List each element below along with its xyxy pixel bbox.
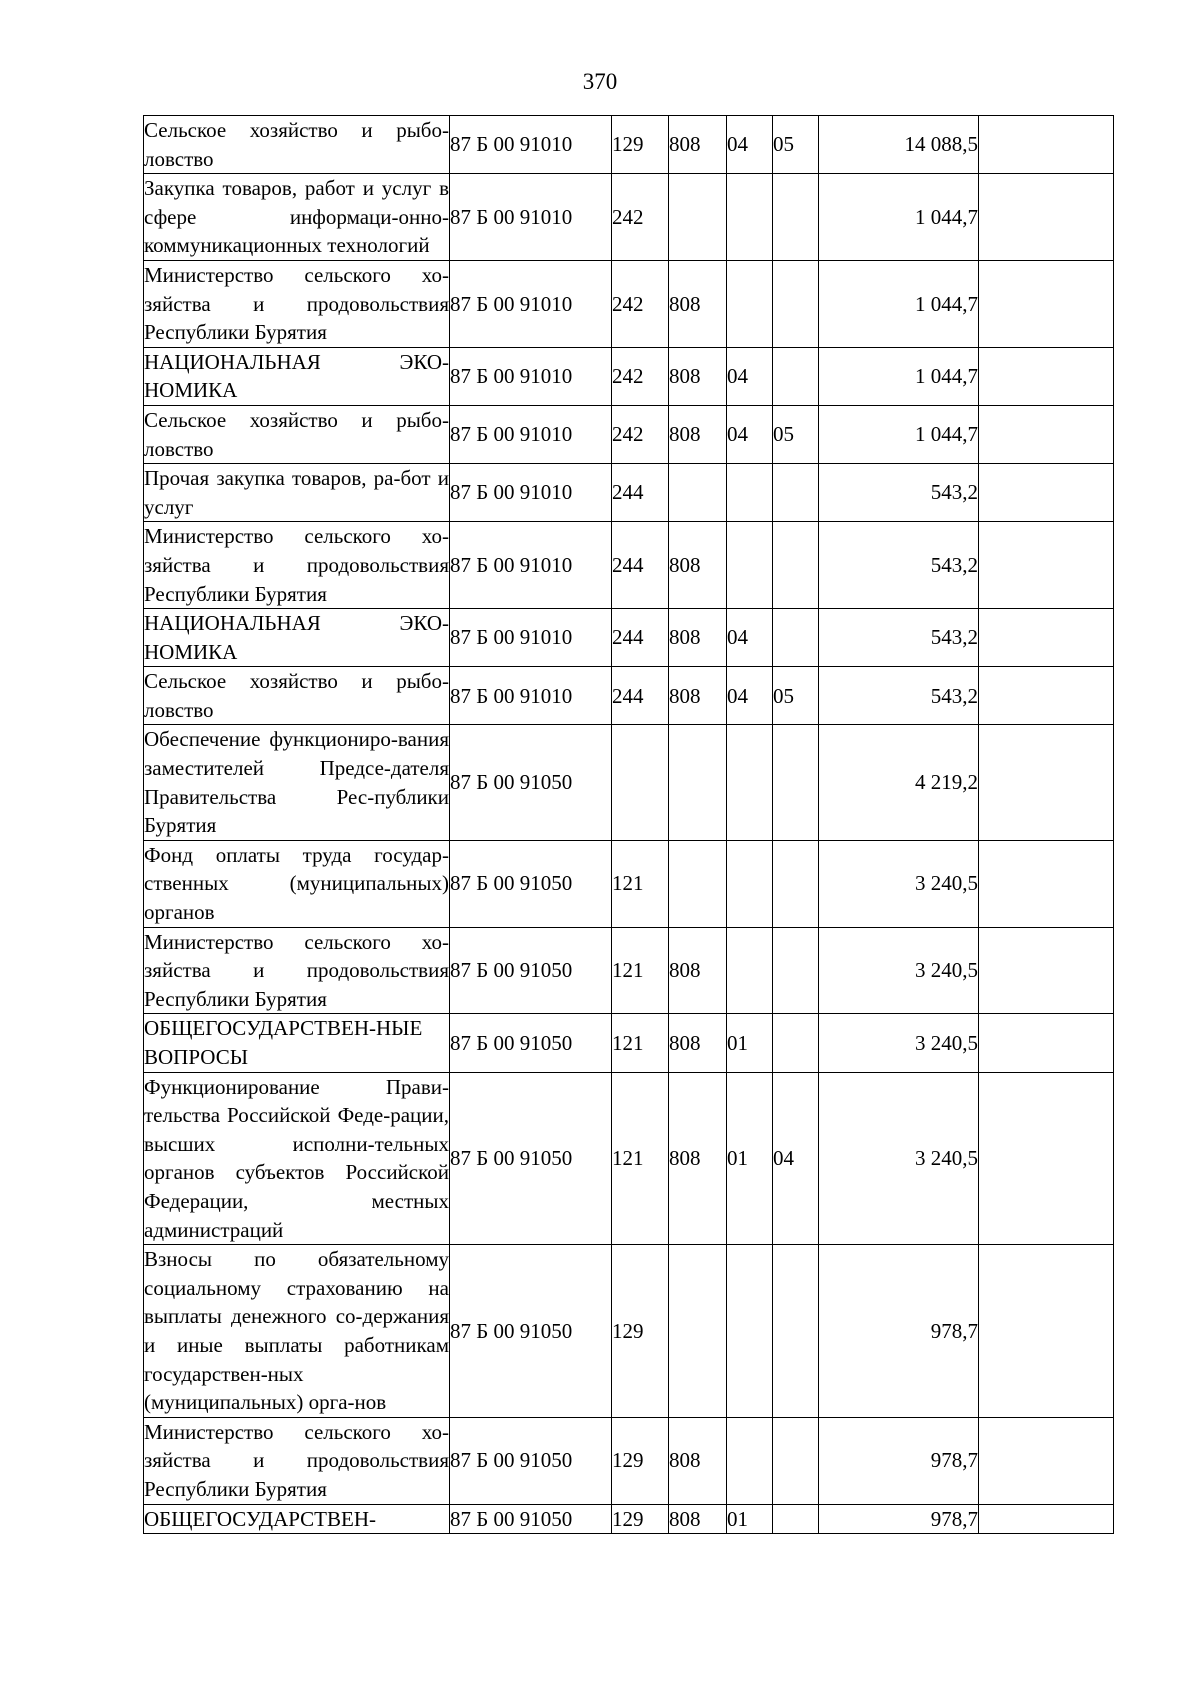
ministry-code-cell: 808 xyxy=(669,260,727,347)
section-code-cell: 01 xyxy=(727,1504,773,1534)
expense-type-cell: 121 xyxy=(612,1014,669,1072)
row-name-cell: Взносы по обязательному социальному страхованию на выплаты денежного со-держания и иные выплаты работникам государствен-ных (муниципальных) орга-нов xyxy=(144,1245,450,1418)
subsection-code-cell xyxy=(773,1504,819,1534)
section-code-cell: 01 xyxy=(727,1072,773,1245)
table-row xyxy=(144,609,1114,667)
amount-cell: 1 044,7 xyxy=(819,347,979,405)
empty-cell xyxy=(979,1014,1114,1072)
amount-cell: 3 240,5 xyxy=(819,1014,979,1072)
expense-type-cell: 244 xyxy=(612,667,669,725)
ministry-code-cell xyxy=(669,725,727,840)
target-article-cell: 87 Б 00 91050 xyxy=(450,1014,612,1072)
row-name-cell: Фонд оплаты труда государ-ственных (муниципальных) органов xyxy=(144,840,450,927)
subsection-code-cell xyxy=(773,927,819,1014)
target-article-cell: 87 Б 00 91050 xyxy=(450,1245,612,1418)
empty-cell xyxy=(979,927,1114,1014)
row-name-cell: ОБЩЕГОСУДАРСТВЕН- xyxy=(144,1504,450,1534)
row-name-cell: Прочая закупка товаров, ра-бот и услуг xyxy=(144,464,450,522)
amount-cell: 1 044,7 xyxy=(819,174,979,261)
subsection-code-cell xyxy=(773,725,819,840)
expense-type-cell: 121 xyxy=(612,927,669,1014)
ministry-code-cell: 808 xyxy=(669,1072,727,1245)
expense-type-cell: 121 xyxy=(612,840,669,927)
table-row xyxy=(144,840,1114,927)
table-row xyxy=(144,174,1114,261)
amount-cell: 3 240,5 xyxy=(819,840,979,927)
ministry-code-cell xyxy=(669,840,727,927)
amount-cell: 543,2 xyxy=(819,522,979,609)
subsection-code-cell xyxy=(773,1014,819,1072)
expense-type-cell: 242 xyxy=(612,174,669,261)
amount-cell: 14 088,5 xyxy=(819,116,979,174)
table-row xyxy=(144,260,1114,347)
ministry-code-cell xyxy=(669,464,727,522)
table-row xyxy=(144,522,1114,609)
row-name-cell: Функционирование Прави-тельства Российской Феде-рации, высших исполни-тельных органов субъектов Российской Федерации, местных администраций xyxy=(144,1072,450,1245)
page-number: 370 xyxy=(582,69,618,94)
target-article-cell: 87 Б 00 91010 xyxy=(450,174,612,261)
target-article-cell: 87 Б 00 91010 xyxy=(450,347,612,405)
section-code-cell: 04 xyxy=(727,116,773,174)
section-code-cell xyxy=(727,725,773,840)
budget-table-body xyxy=(144,116,1114,1534)
section-code-cell: 01 xyxy=(727,1014,773,1072)
target-article-cell: 87 Б 00 91050 xyxy=(450,840,612,927)
expense-type-cell: 242 xyxy=(612,347,669,405)
target-article-cell: 87 Б 00 91050 xyxy=(450,1417,612,1504)
empty-cell xyxy=(979,464,1114,522)
section-code-cell xyxy=(727,174,773,261)
subsection-code-cell xyxy=(773,260,819,347)
expense-type-cell: 129 xyxy=(612,116,669,174)
amount-cell: 543,2 xyxy=(819,609,979,667)
expense-type-cell: 244 xyxy=(612,609,669,667)
amount-cell: 978,7 xyxy=(819,1504,979,1534)
amount-cell: 978,7 xyxy=(819,1245,979,1418)
expense-type-cell: 121 xyxy=(612,1072,669,1245)
target-article-cell: 87 Б 00 91010 xyxy=(450,116,612,174)
amount-cell: 978,7 xyxy=(819,1417,979,1504)
expense-type-cell: 244 xyxy=(612,522,669,609)
target-article-cell: 87 Б 00 91050 xyxy=(450,725,612,840)
target-article-cell: 87 Б 00 91010 xyxy=(450,522,612,609)
budget-table xyxy=(143,115,1114,1534)
section-code-cell xyxy=(727,1417,773,1504)
subsection-code-cell xyxy=(773,609,819,667)
expense-type-cell: 242 xyxy=(612,405,669,463)
target-article-cell: 87 Б 00 91010 xyxy=(450,260,612,347)
empty-cell xyxy=(979,522,1114,609)
empty-cell xyxy=(979,174,1114,261)
row-name-cell: НАЦИОНАЛЬНАЯ ЭКО-НОМИКА xyxy=(144,609,450,667)
amount-cell: 543,2 xyxy=(819,667,979,725)
row-name-cell: Министерство сельского хо-зяйства и продовольствия Республики Бурятия xyxy=(144,1417,450,1504)
section-code-cell xyxy=(727,464,773,522)
table-row xyxy=(144,927,1114,1014)
ministry-code-cell: 808 xyxy=(669,116,727,174)
row-name-cell: Министерство сельского хо-зяйства и продовольствия Республики Бурятия xyxy=(144,927,450,1014)
table-row xyxy=(144,1072,1114,1245)
section-code-cell: 04 xyxy=(727,347,773,405)
section-code-cell: 04 xyxy=(727,609,773,667)
ministry-code-cell: 808 xyxy=(669,667,727,725)
expense-type-cell: 129 xyxy=(612,1245,669,1418)
empty-cell xyxy=(979,1245,1114,1418)
ministry-code-cell: 808 xyxy=(669,405,727,463)
subsection-code-cell: 05 xyxy=(773,116,819,174)
table-row xyxy=(144,1245,1114,1418)
subsection-code-cell xyxy=(773,464,819,522)
target-article-cell: 87 Б 00 91010 xyxy=(450,405,612,463)
row-name-cell: Сельское хозяйство и рыбо-ловство xyxy=(144,405,450,463)
ministry-code-cell xyxy=(669,1245,727,1418)
row-name-cell: ОБЩЕГОСУДАРСТВЕН-НЫЕ ВОПРОСЫ xyxy=(144,1014,450,1072)
row-name-cell: Сельское хозяйство и рыбо-ловство xyxy=(144,116,450,174)
amount-cell: 543,2 xyxy=(819,464,979,522)
amount-cell: 1 044,7 xyxy=(819,260,979,347)
table-row xyxy=(144,405,1114,463)
ministry-code-cell xyxy=(669,174,727,261)
table-row xyxy=(144,1014,1114,1072)
empty-cell xyxy=(979,609,1114,667)
expense-type-cell: 244 xyxy=(612,464,669,522)
target-article-cell: 87 Б 00 91010 xyxy=(450,464,612,522)
section-code-cell: 04 xyxy=(727,667,773,725)
subsection-code-cell: 05 xyxy=(773,405,819,463)
amount-cell: 4 219,2 xyxy=(819,725,979,840)
ministry-code-cell: 808 xyxy=(669,609,727,667)
subsection-code-cell xyxy=(773,840,819,927)
ministry-code-cell: 808 xyxy=(669,1014,727,1072)
table-row xyxy=(144,725,1114,840)
row-name-cell: Закупка товаров, работ и услуг в сфере информаци-онно-коммуникационных технологий xyxy=(144,174,450,261)
section-code-cell xyxy=(727,260,773,347)
row-name-cell: Министерство сельского хо-зяйства и продовольствия Республики Бурятия xyxy=(144,260,450,347)
empty-cell xyxy=(979,667,1114,725)
section-code-cell xyxy=(727,1245,773,1418)
empty-cell xyxy=(979,1072,1114,1245)
table-row xyxy=(144,1504,1114,1534)
expense-type-cell xyxy=(612,725,669,840)
table-row xyxy=(144,667,1114,725)
target-article-cell: 87 Б 00 91010 xyxy=(450,667,612,725)
ministry-code-cell: 808 xyxy=(669,522,727,609)
empty-cell xyxy=(979,725,1114,840)
row-name-cell: НАЦИОНАЛЬНАЯ ЭКО-НОМИКА xyxy=(144,347,450,405)
expense-type-cell: 129 xyxy=(612,1417,669,1504)
target-article-cell: 87 Б 00 91050 xyxy=(450,927,612,1014)
subsection-code-cell: 05 xyxy=(773,667,819,725)
ministry-code-cell: 808 xyxy=(669,927,727,1014)
subsection-code-cell xyxy=(773,1417,819,1504)
row-name-cell: Министерство сельского хо-зяйства и продовольствия Республики Бурятия xyxy=(144,522,450,609)
empty-cell xyxy=(979,840,1114,927)
table-row xyxy=(144,464,1114,522)
subsection-code-cell xyxy=(773,1245,819,1418)
target-article-cell: 87 Б 00 91050 xyxy=(450,1072,612,1245)
expense-type-cell: 242 xyxy=(612,260,669,347)
section-code-cell xyxy=(727,522,773,609)
empty-cell xyxy=(979,347,1114,405)
subsection-code-cell: 04 xyxy=(773,1072,819,1245)
amount-cell: 1 044,7 xyxy=(819,405,979,463)
section-code-cell: 04 xyxy=(727,405,773,463)
ministry-code-cell: 808 xyxy=(669,347,727,405)
row-name-cell: Сельское хозяйство и рыбо-ловство xyxy=(144,667,450,725)
subsection-code-cell xyxy=(773,522,819,609)
empty-cell xyxy=(979,116,1114,174)
row-name-cell: Обеспечение функциониро-вания заместителей Предсе-дателя Правительства Рес-публики Бурятия xyxy=(144,725,450,840)
subsection-code-cell xyxy=(773,347,819,405)
table-row xyxy=(144,116,1114,174)
table-row xyxy=(144,1417,1114,1504)
empty-cell xyxy=(979,1504,1114,1534)
amount-cell: 3 240,5 xyxy=(819,1072,979,1245)
section-code-cell xyxy=(727,840,773,927)
target-article-cell: 87 Б 00 91050 xyxy=(450,1504,612,1534)
section-code-cell xyxy=(727,927,773,1014)
ministry-code-cell: 808 xyxy=(669,1504,727,1534)
amount-cell: 3 240,5 xyxy=(819,927,979,1014)
subsection-code-cell xyxy=(773,174,819,261)
empty-cell xyxy=(979,260,1114,347)
target-article-cell: 87 Б 00 91010 xyxy=(450,609,612,667)
empty-cell xyxy=(979,405,1114,463)
expense-type-cell: 129 xyxy=(612,1504,669,1534)
ministry-code-cell: 808 xyxy=(669,1417,727,1504)
empty-cell xyxy=(979,1417,1114,1504)
table-row xyxy=(144,347,1114,405)
